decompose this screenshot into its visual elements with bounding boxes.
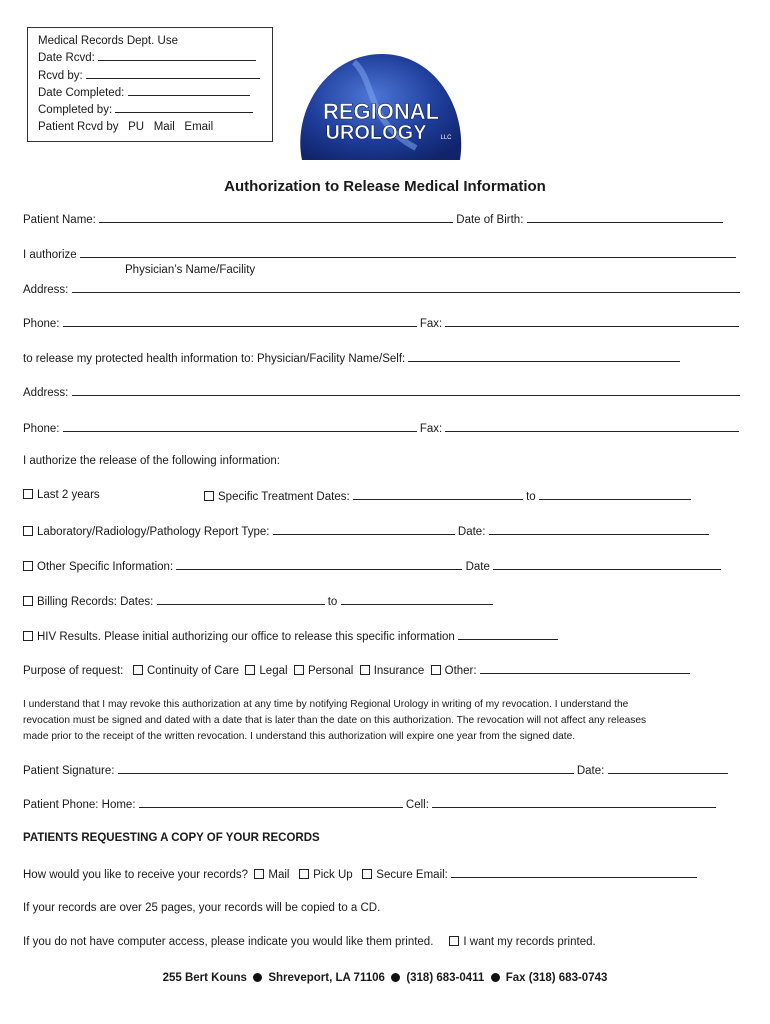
logo-text-regional: REGIONAL — [322, 99, 440, 124]
bullet-icon — [253, 973, 262, 982]
receive-method-label: How would you like to receive your records? — [23, 869, 248, 881]
printed-row — [23, 936, 746, 948]
continuity-checkbox[interactable] — [133, 665, 143, 675]
authorize-physician-field[interactable] — [80, 247, 736, 258]
signature-label: Patient Signature: — [23, 765, 115, 777]
mail-checkbox[interactable] — [254, 869, 264, 879]
date-label: Date: — [457, 526, 486, 538]
authorize-phone-field[interactable] — [63, 316, 417, 327]
physician-facility-sublabel: Physician’s Name/Facility — [125, 264, 256, 276]
last-2-years-checkbox[interactable] — [23, 489, 33, 499]
continuity-label: Continuity of Care — [146, 665, 240, 677]
footer-phone: (318) 683-0411 — [406, 972, 485, 984]
regional-urology-logo — [296, 52, 466, 164]
completed-by-label: Completed by: — [38, 104, 113, 117]
other-purpose-label: Other: — [444, 665, 477, 677]
other-info-label: Other Specific Information: — [37, 561, 174, 573]
info-heading: I authorize the release of the following information: — [23, 455, 280, 467]
revocation-line-1: I understand that I may revoke this authorization at any time by notifying Regional Urology in writing of my revocation. I understand the — [23, 699, 629, 710]
release-to-label: to release my protected health information to: Physician/Facility Name/Self: — [23, 353, 406, 365]
pickup-checkbox[interactable] — [299, 869, 309, 879]
signature-date-label: Date: — [576, 765, 605, 777]
release-phone-row — [23, 421, 746, 435]
patient-name-row — [23, 212, 746, 226]
release-address-field[interactable] — [72, 385, 740, 396]
other-info-field[interactable] — [176, 559, 462, 570]
logo-text-urology: UROLOGY — [325, 122, 427, 144]
billing-label: Billing Records: Dates: — [37, 596, 154, 608]
insurance-label: Insurance — [373, 665, 425, 677]
date-rcvd-field[interactable] — [98, 50, 256, 61]
last-2-years-option[interactable] — [23, 489, 100, 501]
logo-text-llc: LLC — [440, 135, 452, 141]
phone-label: Phone: — [23, 318, 60, 330]
authorize-address-field[interactable] — [72, 282, 740, 293]
completed-by-field[interactable] — [115, 102, 253, 113]
footer-city: Shreveport, LA 71106 — [268, 972, 385, 984]
patient-name-label: Patient Name: — [23, 214, 96, 226]
release-phone-field[interactable] — [63, 421, 417, 432]
personal-label: Personal — [307, 665, 354, 677]
authorize-fax-field[interactable] — [445, 316, 739, 327]
patient-phone-row — [23, 797, 746, 811]
billing-from-field[interactable] — [157, 594, 325, 605]
to-label: to — [526, 491, 536, 503]
completed-by-row — [38, 102, 272, 119]
signature-field[interactable] — [118, 763, 574, 774]
rcvd-by-label: Rcvd by: — [38, 69, 83, 82]
pickup-label: Pick Up — [313, 869, 353, 881]
form-title: Authorization to Release Medical Information — [224, 178, 546, 195]
authorize-row — [23, 247, 746, 261]
other-info-date-field[interactable] — [493, 559, 721, 570]
phone-label: Phone: — [23, 423, 60, 435]
patient-rcvd-row — [38, 119, 272, 136]
personal-checkbox[interactable] — [294, 665, 304, 675]
records-dept-box — [27, 27, 273, 142]
patient-phone-label: Patient Phone: Home: — [23, 799, 136, 811]
receive-method-row — [23, 867, 746, 881]
footer-fax: Fax (318) 683-0743 — [505, 972, 608, 984]
other-purpose-checkbox[interactable] — [431, 665, 441, 675]
other-info-row — [23, 559, 746, 573]
lab-report-type-field[interactable] — [273, 524, 455, 535]
lab-report-label: Laboratory/Radiology/Pathology Report Type: — [37, 526, 270, 538]
lab-report-date-field[interactable] — [489, 524, 709, 535]
other-info-checkbox[interactable] — [23, 561, 33, 571]
option-email[interactable]: Email — [184, 121, 214, 134]
records-dept-heading: Medical Records Dept. Use — [38, 35, 178, 47]
hiv-initial-field[interactable] — [458, 629, 558, 640]
home-phone-field[interactable] — [139, 797, 403, 808]
hiv-checkbox[interactable] — [23, 631, 33, 641]
dob-field[interactable] — [527, 212, 723, 223]
dob-label: Date of Birth: — [456, 214, 524, 226]
specific-dates-from-field[interactable] — [353, 489, 523, 500]
date-completed-row — [38, 85, 272, 102]
other-purpose-field[interactable] — [480, 663, 690, 674]
option-pu[interactable]: PU — [128, 121, 145, 134]
secure-email-label: Secure Email: — [376, 869, 448, 881]
bullet-icon — [391, 973, 400, 982]
signature-date-field[interactable] — [608, 763, 728, 774]
copy-heading: PATIENTS REQUESTING A COPY OF YOUR RECORDS — [23, 832, 320, 844]
authorize-address-row — [23, 282, 746, 296]
revocation-line-2: revocation must be signed and dated with a date that is later than the date on this authorization. The revocation will not affect any releases — [23, 715, 647, 726]
cell-phone-field[interactable] — [432, 797, 716, 808]
billing-checkbox[interactable] — [23, 596, 33, 606]
date-label: Date — [465, 561, 490, 573]
specific-dates-label: Specific Treatment Dates: — [218, 491, 350, 503]
patient-name-field[interactable] — [99, 212, 453, 223]
cell-label: Cell: — [405, 799, 429, 811]
bullet-icon — [491, 973, 500, 982]
date-rcvd-label: Date Rcvd: — [38, 52, 95, 65]
billing-row — [23, 594, 746, 608]
revocation-paragraph — [23, 697, 745, 745]
secure-email-checkbox[interactable] — [362, 869, 372, 879]
purpose-label: Purpose of request: — [23, 665, 124, 677]
legal-label: Legal — [259, 665, 288, 677]
legal-checkbox[interactable] — [245, 665, 255, 675]
footer-address: 255 Bert Kouns — [162, 972, 247, 984]
date-completed-field[interactable] — [128, 85, 250, 96]
signature-row — [23, 763, 746, 777]
specific-dates-checkbox[interactable] — [204, 491, 214, 501]
hiv-label: HIV Results. Please initial authorizing our office to release this specific information — [37, 631, 455, 643]
option-mail[interactable]: Mail — [153, 121, 175, 134]
mail-label: Mail — [268, 869, 290, 881]
to-label: to — [327, 596, 338, 608]
release-address-row — [23, 385, 746, 399]
insurance-checkbox[interactable] — [360, 665, 370, 675]
release-to-field[interactable] — [408, 351, 680, 362]
fax-label: Fax: — [419, 318, 443, 330]
date-rcvd-row — [38, 50, 272, 67]
secure-email-field[interactable] — [451, 867, 697, 878]
printed-checkbox[interactable] — [449, 936, 459, 946]
release-to-row — [23, 351, 746, 365]
lab-report-row — [23, 524, 746, 538]
authorize-label: I authorize — [23, 249, 77, 261]
authorize-phone-row — [23, 316, 746, 330]
date-completed-label: Date Completed: — [38, 86, 125, 99]
specific-dates-option — [204, 489, 691, 503]
release-fax-field[interactable] — [445, 421, 739, 432]
billing-to-field[interactable] — [341, 594, 493, 605]
rcvd-by-row — [38, 68, 272, 85]
address-label: Address: — [23, 284, 69, 296]
patient-rcvd-label: Patient Rcvd by — [38, 121, 119, 134]
hiv-row — [23, 629, 746, 643]
purpose-row — [23, 663, 746, 677]
printed-label: I want my records printed. — [463, 936, 596, 948]
specific-dates-to-field[interactable] — [539, 489, 691, 500]
address-label: Address: — [23, 387, 69, 399]
revocation-line-3: made prior to the receipt of the written revocation. I understand this authorization will expire one year from the signed date. — [23, 731, 576, 742]
cd-note: If your records are over 25 pages, your records will be copied to a CD. — [23, 902, 381, 914]
last-2-years-label: Last 2 years — [37, 489, 100, 501]
rcvd-by-field[interactable] — [86, 68, 260, 79]
footer-contact — [0, 972, 770, 984]
no-computer-text: If you do not have computer access, please indicate you would like them printed. — [23, 936, 434, 948]
lab-report-checkbox[interactable] — [23, 526, 33, 536]
fax-label: Fax: — [419, 423, 443, 435]
